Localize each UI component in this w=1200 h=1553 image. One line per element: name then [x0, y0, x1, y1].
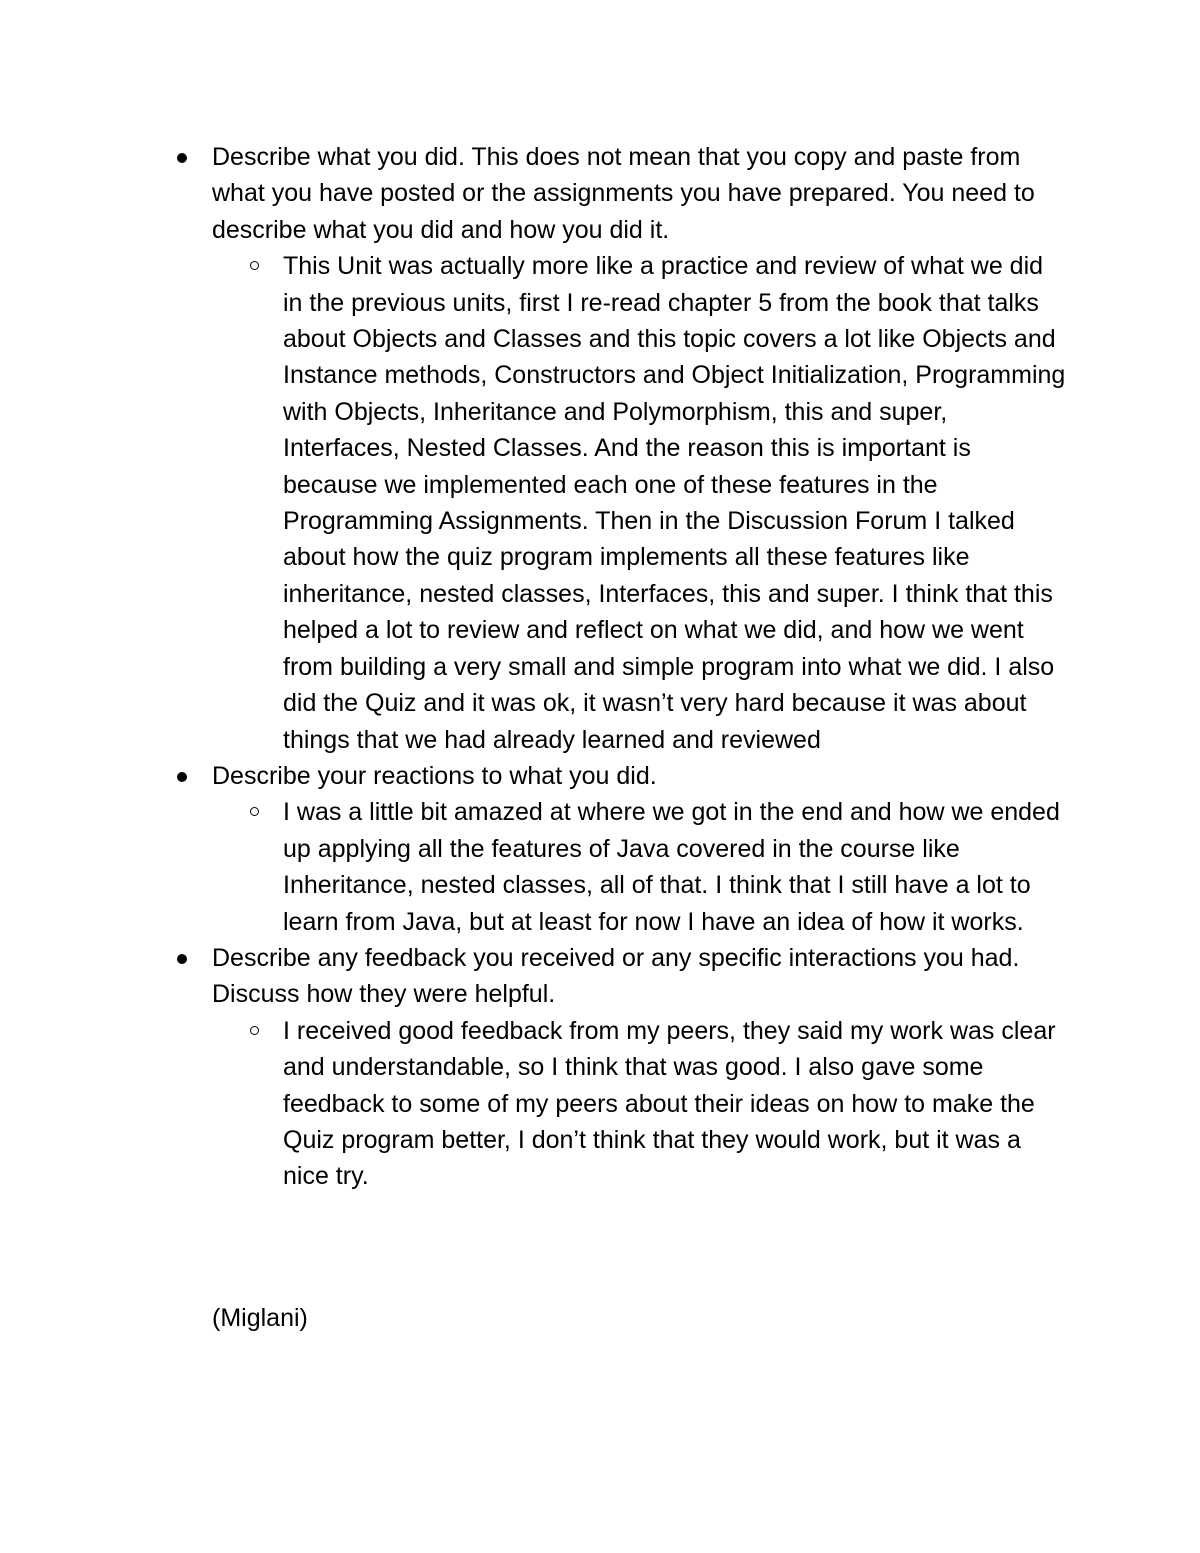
answer-list [212, 794, 1072, 940]
bullet-disc-icon [177, 954, 187, 964]
document-body [0, 139, 1200, 1195]
bullet-disc-icon [177, 772, 187, 782]
answer-item [283, 1013, 1068, 1195]
answer-list [212, 248, 1072, 758]
prompt-text: Describe any feedback you received or any specific interactions you had. Discuss how they were helpful. [212, 943, 1020, 1009]
answer-text: This Unit was actually more like a practice and review of what we did in the previous units, first I re-read chapter 5 from the book that talks about Objects and Classes and this topic covers a lot like Objects and Instance methods, Constructors and Object Initialization, Programming with Objects, Inheritance and Polymorphism, this and super, Interfaces, Nested Classes. And the reason this is important is because we implemented each one of these features in the Programming Assignments. Then in the Discussion Forum I talked about how the quiz program implements all these features like inheritance, nested classes, Interfaces, this and super. I think that this helped a lot to review and reflect on what we did, and how we went from building a very small and simple program into what we did. I also did the Quiz and it was ok, it wasn’t very hard because it was about things that we had already learned and reviewed [283, 252, 1066, 754]
answer-item [283, 248, 1068, 758]
bullet-circle-icon [250, 807, 259, 816]
list-item [0, 758, 1072, 940]
list-item [0, 139, 1072, 758]
answer-text: I received good feedback from my peers, they said my work was clear and understandable, so I think that was good. I also gave some feedback to some of my peers about their ideas on how to make the Quiz program better, I don’t think that they would work, but it was a nice try. [283, 1016, 1056, 1191]
bullet-circle-icon [250, 1026, 259, 1035]
answer-list [212, 1013, 1072, 1195]
reflection-list [0, 139, 1200, 1195]
prompt-text: Describe what you did. This does not mean that you copy and paste from what you have posted or the assignments you have prepared. You need to describe what you did and how you did it. [212, 143, 1035, 244]
answer-item [283, 794, 1068, 940]
prompt-text: Describe your reactions to what you did. [212, 761, 657, 790]
citation: (Miglani) [212, 1304, 308, 1332]
bullet-circle-icon [250, 261, 259, 270]
list-item [0, 940, 1072, 1195]
bullet-disc-icon [177, 153, 187, 163]
answer-text: I was a little bit amazed at where we got in the end and how we ended up applying all the features of Java covered in the course like Inheritance, nested classes, all of that. I think that I still have a lot to learn from Java, but at least for now I have an idea of how it works. [283, 798, 1060, 936]
